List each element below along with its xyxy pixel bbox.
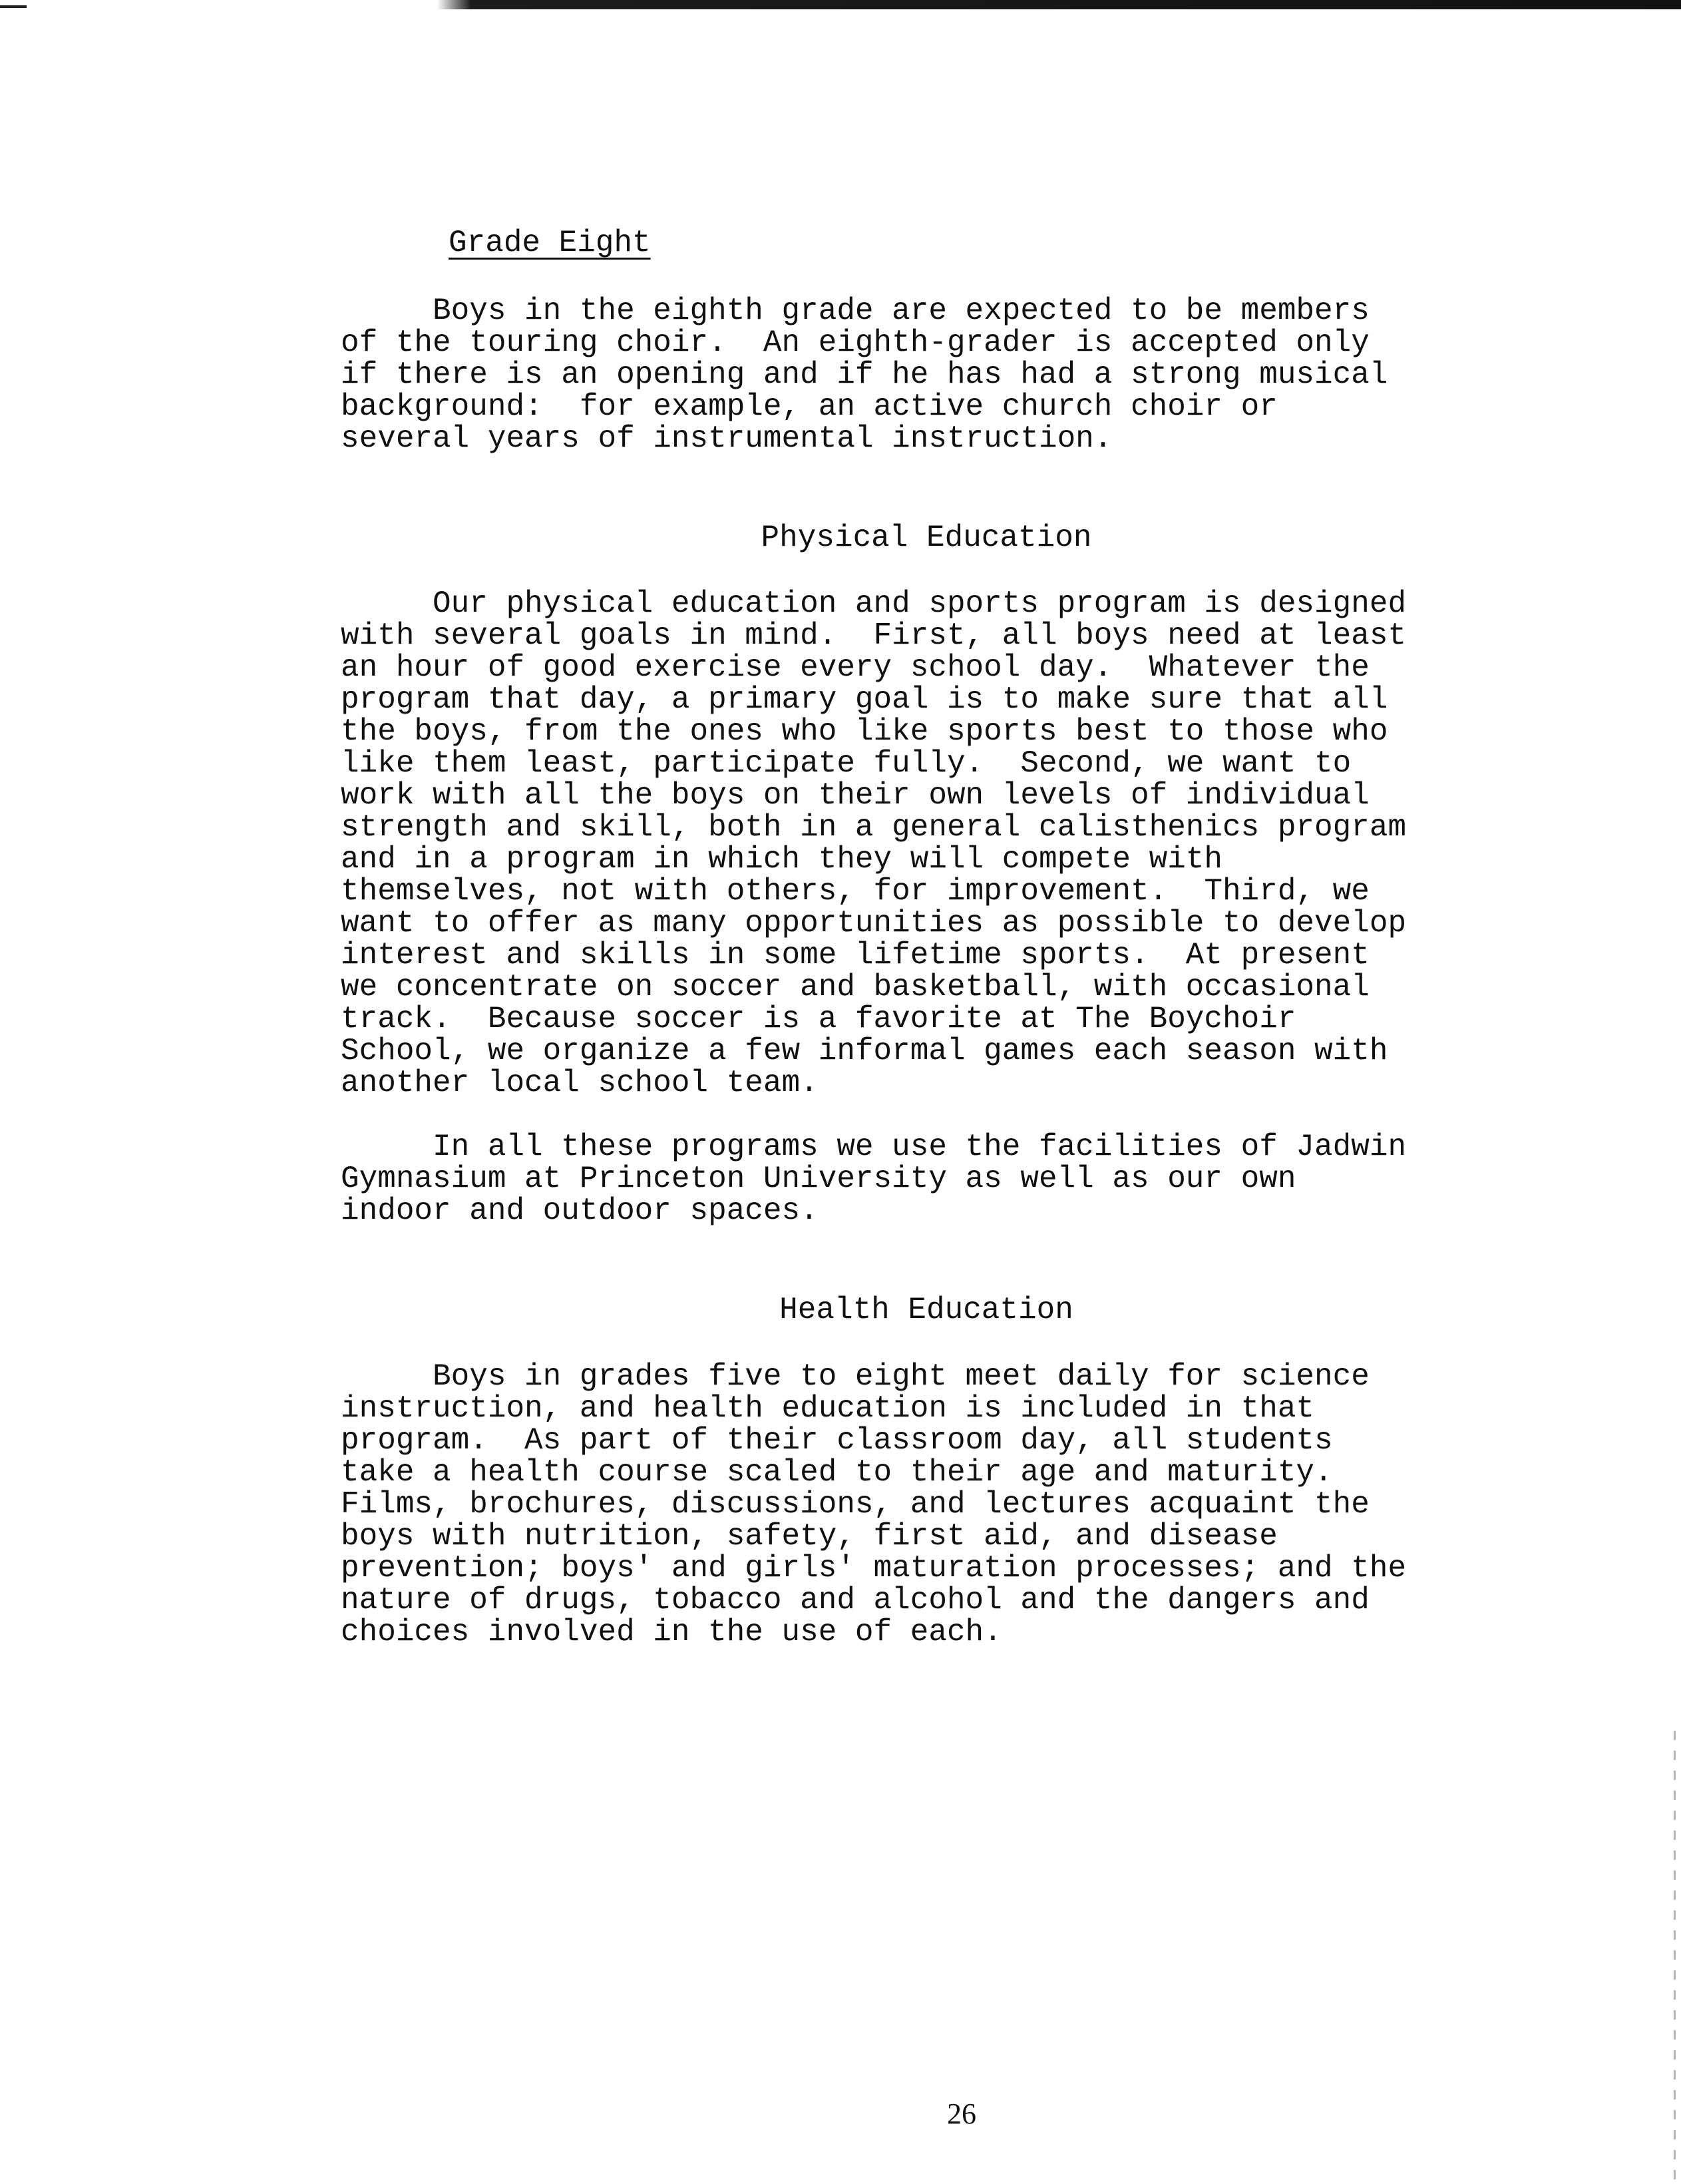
text-line: indoor and outdoor spaces. bbox=[341, 1194, 819, 1229]
scan-edge-top bbox=[0, 0, 1681, 9]
page-number: 26 bbox=[947, 2097, 976, 2130]
text-line: Films, brochures, discussions, and lectures acquaint the bbox=[341, 1486, 1370, 1522]
text-line: nature of drugs, tobacco and alcohol and the dangers and bbox=[341, 1582, 1370, 1618]
section-health-education bbox=[341, 1293, 1512, 1648]
text-line: an hour of good exercise every school day. Whatever the bbox=[341, 650, 1370, 686]
text-line: take a health course scaled to their age and maturity. bbox=[341, 1454, 1333, 1490]
text-line: Our physical education and sports program is designed bbox=[341, 586, 1407, 622]
heading-health-education: Health Education bbox=[779, 1293, 1073, 1328]
text-line: and in a program in which they will compete with bbox=[341, 842, 1223, 877]
text-line: want to offer as many opportunities as possible to develop bbox=[341, 906, 1407, 941]
section-physical-education bbox=[341, 521, 1512, 1227]
paragraph-grade-eight bbox=[341, 295, 1512, 455]
text-line: choices involved in the use of each. bbox=[341, 1614, 1002, 1649]
section-grade-eight bbox=[341, 226, 1512, 455]
heading-grade-eight: Grade Eight bbox=[449, 226, 651, 260]
text-line: strength and skill, both in a general calisthenics program bbox=[341, 810, 1407, 845]
text-line: Gymnasium at Princeton University as well as our own bbox=[341, 1162, 1296, 1197]
text-line: Boys in grades five to eight meet daily for science bbox=[341, 1359, 1370, 1394]
text-line: instruction, and health education is included in that bbox=[341, 1391, 1315, 1426]
text-line: work with all the boys on their own levels of individual bbox=[341, 778, 1370, 813]
text-line: like them least, participate fully. Second, we want to bbox=[341, 746, 1352, 781]
text-line: prevention; boys' and girls' maturation processes; and the bbox=[341, 1550, 1407, 1586]
paragraph-health-education bbox=[341, 1361, 1512, 1648]
text-line: background: for example, an active church choir or bbox=[341, 389, 1278, 424]
text-line: themselves, not with others, for improvement. Third, we bbox=[341, 874, 1370, 909]
text-line: track. Because soccer is a favorite at The Boychoir bbox=[341, 1002, 1296, 1037]
text-line: we concentrate on soccer and basketball, with occasional bbox=[341, 970, 1370, 1005]
text-line: the boys, from the ones who like sports best to those who bbox=[341, 714, 1388, 750]
heading-physical-education: Physical Education bbox=[761, 520, 1092, 555]
text-line: School, we organize a few informal games each season with bbox=[341, 1034, 1388, 1069]
text-line: boys with nutrition, safety, first aid, and disease bbox=[341, 1518, 1278, 1554]
text-line: In all these programs we use the facilities of Jadwin bbox=[341, 1130, 1407, 1165]
text-line: another local school team. bbox=[341, 1066, 819, 1101]
paragraph-physical-education-2 bbox=[341, 1131, 1512, 1227]
scan-mark-top-left bbox=[0, 5, 27, 8]
text-line: Boys in the eighth grade are expected to be members bbox=[341, 293, 1370, 328]
document-page bbox=[341, 226, 1512, 1648]
paragraph-physical-education-1 bbox=[341, 588, 1512, 1099]
text-line: if there is an opening and if he has had a strong musical bbox=[341, 357, 1388, 392]
text-line: program that day, a primary goal is to make sure that all bbox=[341, 682, 1388, 718]
text-line: several years of instrumental instruction. bbox=[341, 421, 1113, 456]
text-line: with several goals in mind. First, all boys need at least bbox=[341, 618, 1407, 654]
text-line: interest and skills in some lifetime sports. At present bbox=[341, 938, 1370, 973]
text-line: program. As part of their classroom day, all students bbox=[341, 1422, 1333, 1458]
text-line: of the touring choir. An eighth-grader is accepted only bbox=[341, 325, 1370, 360]
